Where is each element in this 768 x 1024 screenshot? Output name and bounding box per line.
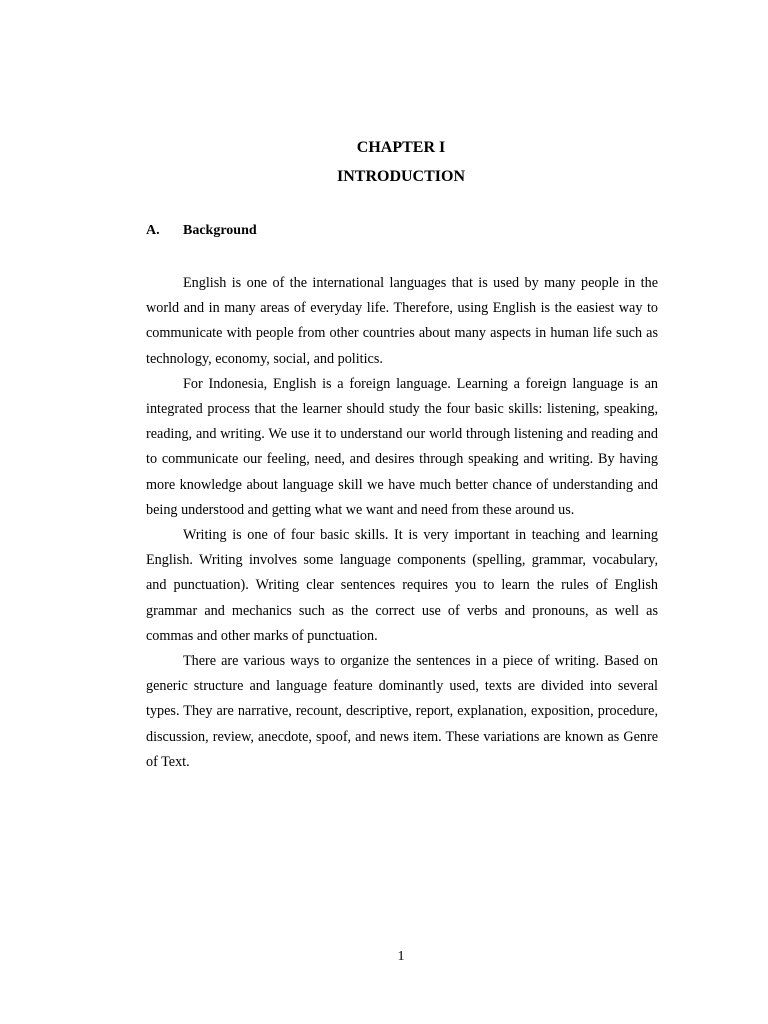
body-text: [146, 271, 658, 775]
paragraph-2: For Indonesia, English is a foreign language. Learning a foreign language is an integrated process that the learner should study the four basic skills: listening, speaking, reading, and writing. We use it to understand our world through listening and reading and to communicate our feeling, need, and desires through speaking and writing. By having more knowledge about language skill we have much better chance of understanding and being understood and getting what we want and need from these around us.: [146, 375, 658, 518]
section-heading: [146, 221, 257, 241]
chapter-number: CHAPTER I: [356, 139, 446, 156]
section-letter: A.: [146, 223, 160, 238]
chapter-title: INTRODUCTION: [336, 168, 465, 185]
paragraph-3: Writing is one of four basic skills. It is very important in teaching and learning English. Writing involves some language components (spelling, grammar, vocabulary, and punctuation). Writing clear sentences requires you to learn the rules of English grammar and mechanics such as the correct use of verbs and pronouns, as well as commas and other marks of punctuation.: [146, 527, 658, 644]
section-title: Background: [183, 223, 257, 238]
page-number: 1: [397, 949, 405, 964]
paragraph-4: There are various ways to organize the sentences in a piece of writing. Based on generic structure and language feature dominantly used, texts are divided into several types. They are narrative, recount, descriptive, report, explanation, exposition, procedure, discussion, review, anecdote, spoof, and news item. These variations are known as Genre of Text.: [146, 653, 658, 770]
paragraph-1: English is one of the international languages that is used by many people in the world and in many areas of everyday life. Therefore, using English is the easiest way to communicate with people from other countries about many aspects in human life such as technology, economy, social, and politics.: [146, 275, 658, 367]
